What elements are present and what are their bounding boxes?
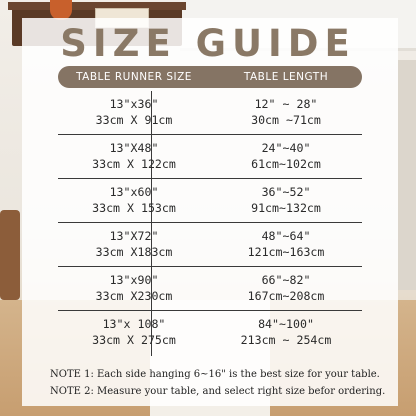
table-row [58,311,362,356]
runner-size-cell [58,179,210,222]
length-cm: 121cm~163cm [247,245,325,259]
length-cm: 30cm ~71cm [251,113,321,127]
header-runner-size: TABLE RUNNER SIZE [76,71,192,83]
runner-cm: 33cm X230cm [95,289,173,303]
runner-inches: 13"X48" [109,141,159,155]
chair [0,210,20,300]
runner-size-cell [58,91,210,134]
runner-cm: 33cm X183cm [95,245,173,259]
vase [50,0,72,20]
table-length-cell [210,267,362,310]
length-inches: 84"~100" [258,317,314,331]
table-length-cell [210,135,362,178]
note-2: NOTE 2: Measure your table, and select right size befor ordering. [50,386,386,397]
runner-inches: 13"x 108" [102,317,166,331]
table-row [58,223,362,267]
length-cm: 91cm~132cm [251,201,321,215]
runner-cm: 33cm X 91cm [95,113,173,127]
wall-panel [398,60,416,290]
runner-cm: 33cm X 153cm [92,201,176,215]
table-row [58,179,362,223]
table-length-cell [210,223,362,266]
header-table-length: TABLE LENGTH [243,71,329,83]
runner-size-cell [58,135,210,178]
runner-inches: 13"x36" [109,97,159,111]
table-row [58,135,362,179]
runner-size-cell [58,223,210,266]
runner-size-cell [58,311,210,354]
notes [50,366,400,400]
runner-inches: 13"x60" [109,185,159,199]
length-inches: 12" ~ 28" [254,97,318,111]
note-1: NOTE 1: Each side hanging 6~16" is the best size for your table. [50,369,380,380]
runner-cm: 33cm X 122cm [92,157,176,171]
length-inches: 48"~64" [261,229,311,243]
length-inches: 66"~82" [261,273,311,287]
runner-inches: 13"x90" [109,273,159,287]
runner-cm: 33cm X 275cm [92,333,176,347]
length-inches: 36"~52" [261,185,311,199]
table-row [58,91,362,135]
length-cm: 213cm ~ 254cm [240,333,332,347]
length-cm: 167cm~208cm [247,289,325,303]
length-inches: 24"~40" [261,141,311,155]
table-length-cell [210,179,362,222]
runner-size-cell [58,267,210,310]
table-length-cell [210,311,362,354]
table-header [58,66,362,88]
runner-inches: 13"X72" [109,229,159,243]
table-length-cell [210,91,362,134]
page-title: SIZE GUIDE [60,22,356,65]
size-table [58,91,362,356]
table-row [58,267,362,311]
length-cm: 61cm~102cm [251,157,321,171]
